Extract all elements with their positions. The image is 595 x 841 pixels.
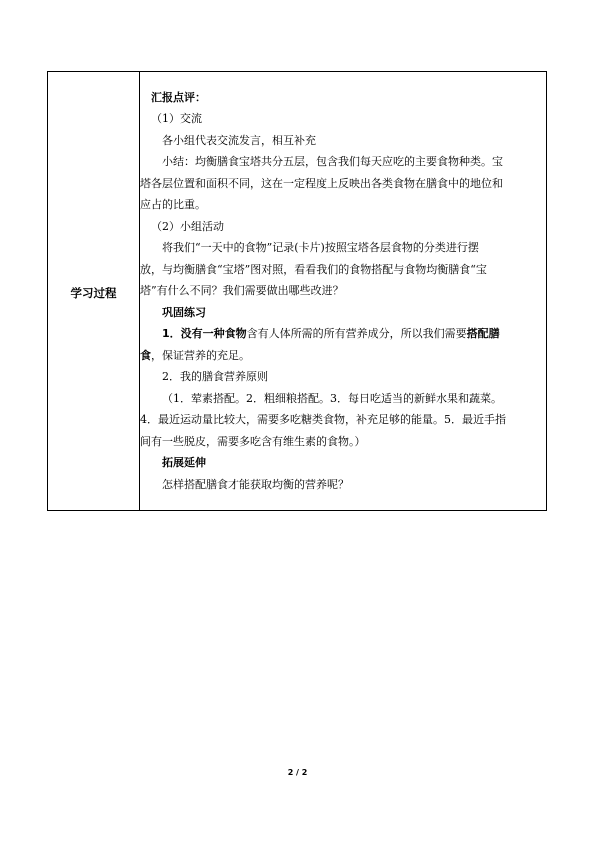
practice-item-1-bold-c: 食: [140, 348, 151, 362]
lesson-table: [47, 71, 547, 511]
exchange-text: 各小组代表交流发言，相互补充: [162, 133, 316, 147]
group-title: （2）小组活动: [151, 219, 224, 233]
page-number: 2 / 2: [287, 768, 308, 777]
practice-item-1-bold-b: 搭配膳: [466, 327, 500, 341]
group-line-3: 塔”有什么不同？我们需要做出哪些改进？: [140, 284, 344, 298]
table-row: [48, 72, 547, 511]
practice-item-1-cont: [140, 345, 546, 367]
practice-item-1: [140, 323, 546, 345]
row-label: 学习过程: [70, 285, 117, 300]
practice-item-1-number: 1．: [162, 327, 181, 341]
extension-text: 怎样搭配膳食才能获取均衡的营养呢？: [162, 477, 349, 491]
summary-line-3: 应占的比重。: [140, 198, 206, 212]
summary-line-2: 塔各层位置和面积不同，这在一定程度上反映出各类食物在膳食中的地位和: [140, 176, 503, 190]
practice-item-2: 2．我的膳食营养原则: [162, 370, 268, 384]
group-line-1: 将我们“一天中的食物”记录(卡片)按照宝塔各层食物的分类进行摆: [162, 241, 479, 255]
principle-line-1: （1．荤素搭配。2．粗细粮搭配。3．每日吃适当的新鲜水果和蔬菜。: [162, 391, 502, 405]
practice-heading: 巩固练习: [162, 305, 206, 319]
extension-heading: 拓展延伸: [162, 456, 206, 470]
principle-line-2: 4．最近运动量比较大，需要多吃糖类食物，补充足够的能量。5．最近手指: [140, 413, 506, 427]
practice-item-1-bold-a: 没有一种食物: [180, 327, 247, 341]
practice-item-1-tail: ，保证营养的充足。: [151, 348, 250, 362]
content-cell: [140, 72, 547, 511]
summary-line-1: 小结：均衡膳食宝塔共分五层，包含我们每天应吃的主要食物种类。宝: [162, 155, 503, 169]
group-line-2: 放，与均衡膳食“宝塔”图对照，看看我们的食物搭配与食物均衡膳食“宝: [140, 262, 487, 276]
principle-line-3: 间有一些脱皮，需要多吃含有维生素的食物。）: [140, 434, 366, 448]
report-heading: 汇报点评：: [151, 90, 206, 104]
exchange-title: （1）交流: [151, 112, 202, 126]
row-label-cell: [48, 72, 140, 511]
practice-item-1-text: 含有人体所需的所有营养成分，所以我们需要: [246, 327, 467, 341]
